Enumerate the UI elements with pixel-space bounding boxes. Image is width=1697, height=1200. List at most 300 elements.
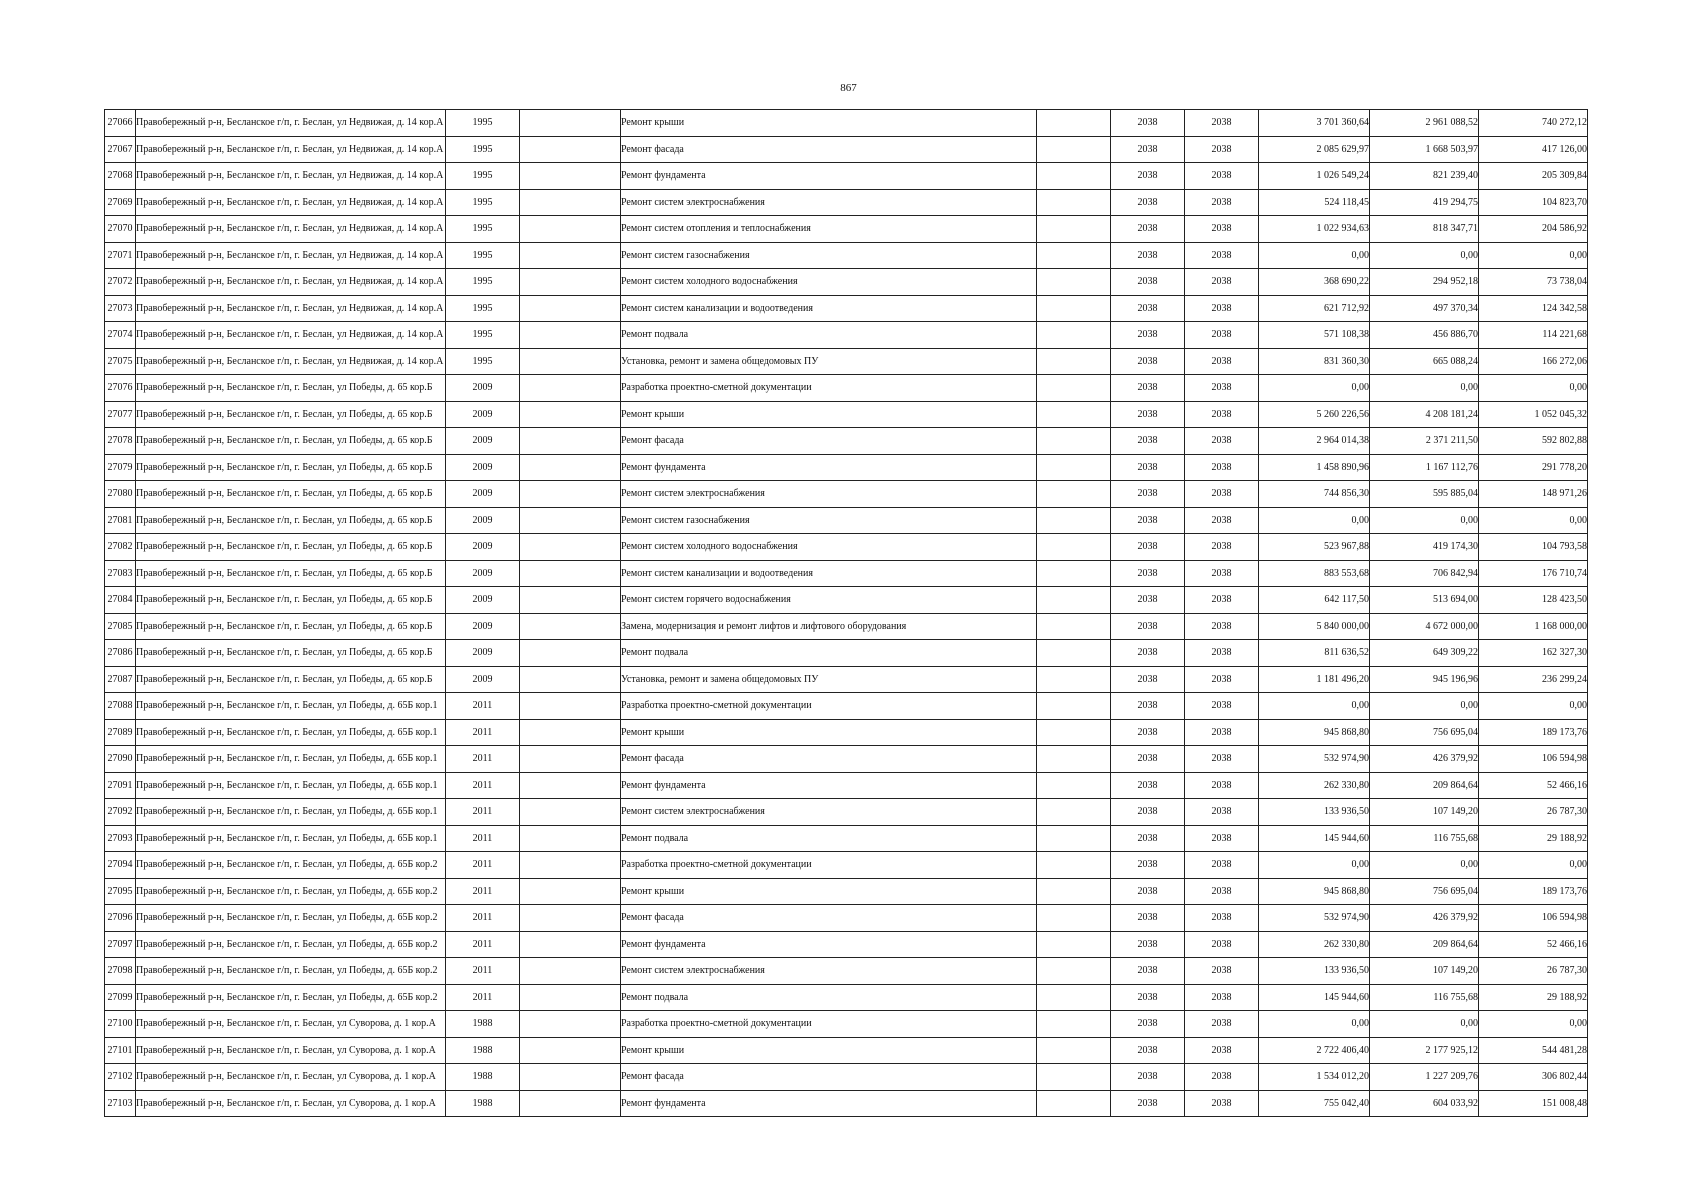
table-row: [105, 931, 1588, 958]
row-number: 27099: [105, 984, 136, 1011]
address-text: Правобережный р-н, Бесланское г/п, г. Беслан, ул Суворова, д. 1 кор.А: [136, 1097, 436, 1109]
empty-cell: [1037, 825, 1111, 852]
empty-cell: [1037, 666, 1111, 693]
row-number: 27079: [105, 454, 136, 481]
address-text: Правобережный р-н, Бесланское г/п, г. Беслан, ул Победы, д. 65Б кор.2: [136, 859, 438, 871]
row-number: 27087: [105, 666, 136, 693]
total-cost-cell: 1 022 934,63: [1259, 216, 1370, 243]
table-row: [105, 905, 1588, 932]
address-cell: [136, 905, 446, 932]
empty-cell: [520, 719, 621, 746]
row-number: 27093: [105, 825, 136, 852]
empty-cell: [520, 401, 621, 428]
fund-cost-cell: 419 174,30: [1370, 534, 1479, 561]
plan-year-end-cell: 2038: [1185, 587, 1259, 614]
row-number: 27097: [105, 931, 136, 958]
empty-cell: [520, 136, 621, 163]
row-number: 27081: [105, 507, 136, 534]
table-row: [105, 1011, 1588, 1038]
plan-year-end-cell: 2038: [1185, 1064, 1259, 1091]
work-type-cell: Ремонт фасада: [621, 905, 1037, 932]
empty-cell: [520, 560, 621, 587]
empty-cell: [1037, 958, 1111, 985]
empty-cell: [1037, 163, 1111, 190]
table-row: [105, 348, 1588, 375]
row-number: 27067: [105, 136, 136, 163]
owner-cost-cell: 1 168 000,00: [1479, 613, 1588, 640]
plan-year-start-cell: 2038: [1111, 348, 1185, 375]
empty-cell: [520, 772, 621, 799]
fund-cost-cell: 0,00: [1370, 852, 1479, 879]
address-cell: [136, 136, 446, 163]
empty-cell: [1037, 401, 1111, 428]
table-row: [105, 295, 1588, 322]
work-type-cell: Ремонт подвала: [621, 984, 1037, 1011]
total-cost-cell: 133 936,50: [1259, 799, 1370, 826]
work-type-cell: Ремонт крыши: [621, 401, 1037, 428]
total-cost-cell: 755 042,40: [1259, 1090, 1370, 1117]
work-type-cell: Ремонт систем горячего водоснабжения: [621, 587, 1037, 614]
fund-cost-cell: 0,00: [1370, 1011, 1479, 1038]
work-type-cell: Ремонт крыши: [621, 110, 1037, 137]
address-cell: [136, 1037, 446, 1064]
work-type-cell: Разработка проектно-сметной документации: [621, 852, 1037, 879]
owner-cost-cell: 128 423,50: [1479, 587, 1588, 614]
row-number: 27077: [105, 401, 136, 428]
plan-year-start-cell: 2038: [1111, 666, 1185, 693]
empty-cell: [1037, 348, 1111, 375]
empty-cell: [520, 110, 621, 137]
total-cost-cell: 262 330,80: [1259, 931, 1370, 958]
plan-year-start-cell: 2038: [1111, 534, 1185, 561]
plan-year-end-cell: 2038: [1185, 348, 1259, 375]
build-year-cell: 2011: [446, 825, 520, 852]
plan-year-start-cell: 2038: [1111, 507, 1185, 534]
empty-cell: [520, 666, 621, 693]
plan-year-start-cell: 2038: [1111, 375, 1185, 402]
fund-cost-cell: 0,00: [1370, 242, 1479, 269]
owner-cost-cell: 592 802,88: [1479, 428, 1588, 455]
owner-cost-cell: 106 594,98: [1479, 746, 1588, 773]
address-text: Правобережный р-н, Бесланское г/п, г. Беслан, ул Недвижая, д. 14 кор.А: [136, 170, 444, 182]
work-type-cell: Ремонт систем холодного водоснабжения: [621, 534, 1037, 561]
total-cost-cell: 642 117,50: [1259, 587, 1370, 614]
plan-year-start-cell: 2038: [1111, 1037, 1185, 1064]
address-text: Правобережный р-н, Бесланское г/п, г. Беслан, ул Победы, д. 65Б кор.2: [136, 912, 438, 924]
build-year-cell: 2011: [446, 693, 520, 720]
address-cell: [136, 1011, 446, 1038]
plan-year-end-cell: 2038: [1185, 454, 1259, 481]
row-number: 27103: [105, 1090, 136, 1117]
page-number: 867: [840, 82, 857, 94]
total-cost-cell: 1 181 496,20: [1259, 666, 1370, 693]
table-row: [105, 560, 1588, 587]
owner-cost-cell: 306 802,44: [1479, 1064, 1588, 1091]
empty-cell: [1037, 1090, 1111, 1117]
address-cell: [136, 375, 446, 402]
empty-cell: [520, 348, 621, 375]
total-cost-cell: 0,00: [1259, 242, 1370, 269]
row-number: 27090: [105, 746, 136, 773]
empty-cell: [520, 825, 621, 852]
empty-cell: [520, 958, 621, 985]
fund-cost-cell: 426 379,92: [1370, 905, 1479, 932]
owner-cost-cell: 114 221,68: [1479, 322, 1588, 349]
fund-cost-cell: 1 227 209,76: [1370, 1064, 1479, 1091]
total-cost-cell: 523 967,88: [1259, 534, 1370, 561]
work-type-cell: Ремонт крыши: [621, 1037, 1037, 1064]
row-number: 27075: [105, 348, 136, 375]
plan-year-start-cell: 2038: [1111, 825, 1185, 852]
work-type-cell: Ремонт фундамента: [621, 454, 1037, 481]
empty-cell: [520, 242, 621, 269]
fund-cost-cell: 4 672 000,00: [1370, 613, 1479, 640]
empty-cell: [1037, 269, 1111, 296]
owner-cost-cell: 0,00: [1479, 1011, 1588, 1038]
work-type-cell: Ремонт крыши: [621, 719, 1037, 746]
row-number: 27088: [105, 693, 136, 720]
plan-year-end-cell: 2038: [1185, 110, 1259, 137]
owner-cost-cell: 0,00: [1479, 242, 1588, 269]
total-cost-cell: 1 534 012,20: [1259, 1064, 1370, 1091]
plan-year-end-cell: 2038: [1185, 136, 1259, 163]
table-row: [105, 984, 1588, 1011]
fund-cost-cell: 209 864,64: [1370, 931, 1479, 958]
total-cost-cell: 524 118,45: [1259, 189, 1370, 216]
owner-cost-cell: 1 052 045,32: [1479, 401, 1588, 428]
address-cell: [136, 401, 446, 428]
total-cost-cell: 2 085 629,97: [1259, 136, 1370, 163]
owner-cost-cell: 29 188,92: [1479, 984, 1588, 1011]
fund-cost-cell: 821 239,40: [1370, 163, 1479, 190]
empty-cell: [1037, 984, 1111, 1011]
address-cell: [136, 454, 446, 481]
total-cost-cell: 5 840 000,00: [1259, 613, 1370, 640]
owner-cost-cell: 162 327,30: [1479, 640, 1588, 667]
plan-year-end-cell: 2038: [1185, 269, 1259, 296]
row-number: 27101: [105, 1037, 136, 1064]
row-number: 27070: [105, 216, 136, 243]
empty-cell: [520, 640, 621, 667]
row-number: 27071: [105, 242, 136, 269]
build-year-cell: 2009: [446, 640, 520, 667]
build-year-cell: 1995: [446, 322, 520, 349]
build-year-cell: 2011: [446, 931, 520, 958]
table-row: [105, 719, 1588, 746]
owner-cost-cell: 189 173,76: [1479, 878, 1588, 905]
row-number: 27084: [105, 587, 136, 614]
row-number: 27094: [105, 852, 136, 879]
table-row: [105, 454, 1588, 481]
work-type-cell: Разработка проектно-сметной документации: [621, 693, 1037, 720]
build-year-cell: 2011: [446, 746, 520, 773]
row-number: 27089: [105, 719, 136, 746]
plan-year-start-cell: 2038: [1111, 693, 1185, 720]
empty-cell: [1037, 481, 1111, 508]
empty-cell: [1037, 136, 1111, 163]
address-text: Правобережный р-н, Бесланское г/п, г. Беслан, ул Победы, д. 65Б кор.1: [136, 779, 438, 791]
total-cost-cell: 945 868,80: [1259, 719, 1370, 746]
plan-year-start-cell: 2038: [1111, 1064, 1185, 1091]
build-year-cell: 2011: [446, 984, 520, 1011]
plan-year-start-cell: 2038: [1111, 242, 1185, 269]
empty-cell: [1037, 852, 1111, 879]
work-type-cell: Ремонт фундамента: [621, 931, 1037, 958]
table-row: [105, 1064, 1588, 1091]
address-cell: [136, 348, 446, 375]
owner-cost-cell: 52 466,16: [1479, 931, 1588, 958]
address-text: Правобережный р-н, Бесланское г/п, г. Беслан, ул Победы, д. 65Б кор.2: [136, 991, 438, 1003]
row-number: 27073: [105, 295, 136, 322]
plan-year-end-cell: 2038: [1185, 375, 1259, 402]
plan-year-end-cell: 2038: [1185, 534, 1259, 561]
plan-year-end-cell: 2038: [1185, 640, 1259, 667]
work-type-cell: Ремонт систем электроснабжения: [621, 481, 1037, 508]
address-cell: [136, 110, 446, 137]
table-row: [105, 640, 1588, 667]
build-year-cell: 2009: [446, 481, 520, 508]
fund-cost-cell: 107 149,20: [1370, 799, 1479, 826]
total-cost-cell: 2 722 406,40: [1259, 1037, 1370, 1064]
row-number: 27074: [105, 322, 136, 349]
plan-year-end-cell: 2038: [1185, 984, 1259, 1011]
work-type-cell: Замена, модернизация и ремонт лифтов и лифтового оборудования: [621, 613, 1037, 640]
address-text: Правобережный р-н, Бесланское г/п, г. Беслан, ул Победы, д. 65 кор.Б: [136, 488, 433, 500]
plan-year-start-cell: 2038: [1111, 269, 1185, 296]
fund-cost-cell: 756 695,04: [1370, 878, 1479, 905]
plan-year-end-cell: 2038: [1185, 507, 1259, 534]
owner-cost-cell: 148 971,26: [1479, 481, 1588, 508]
address-text: Правобережный р-н, Бесланское г/п, г. Беслан, ул Победы, д. 65Б кор.2: [136, 965, 438, 977]
address-cell: [136, 534, 446, 561]
empty-cell: [1037, 772, 1111, 799]
fund-cost-cell: 116 755,68: [1370, 984, 1479, 1011]
fund-cost-cell: 706 842,94: [1370, 560, 1479, 587]
empty-cell: [1037, 719, 1111, 746]
address-cell: [136, 772, 446, 799]
address-text: Правобережный р-н, Бесланское г/п, г. Беслан, ул Победы, д. 65Б кор.1: [136, 832, 438, 844]
empty-cell: [520, 1011, 621, 1038]
address-text: Правобережный р-н, Бесланское г/п, г. Беслан, ул Недвижая, д. 14 кор.А: [136, 223, 444, 235]
owner-cost-cell: 26 787,30: [1479, 958, 1588, 985]
row-number: 27095: [105, 878, 136, 905]
address-cell: [136, 666, 446, 693]
plan-year-start-cell: 2038: [1111, 163, 1185, 190]
total-cost-cell: 945 868,80: [1259, 878, 1370, 905]
empty-cell: [1037, 693, 1111, 720]
total-cost-cell: 0,00: [1259, 375, 1370, 402]
build-year-cell: 1995: [446, 136, 520, 163]
total-cost-cell: 1 458 890,96: [1259, 454, 1370, 481]
owner-cost-cell: 189 173,76: [1479, 719, 1588, 746]
empty-cell: [520, 693, 621, 720]
plan-year-start-cell: 2038: [1111, 613, 1185, 640]
address-text: Правобережный р-н, Бесланское г/п, г. Беслан, ул Победы, д. 65 кор.Б: [136, 461, 433, 473]
empty-cell: [520, 481, 621, 508]
empty-cell: [520, 931, 621, 958]
work-type-cell: Ремонт крыши: [621, 878, 1037, 905]
total-cost-cell: 532 974,90: [1259, 746, 1370, 773]
table-row: [105, 269, 1588, 296]
plan-year-end-cell: 2038: [1185, 189, 1259, 216]
row-number: 27096: [105, 905, 136, 932]
address-text: Правобережный р-н, Бесланское г/п, г. Беслан, ул Победы, д. 65Б кор.2: [136, 938, 438, 950]
table-row: [105, 958, 1588, 985]
total-cost-cell: 532 974,90: [1259, 905, 1370, 932]
work-type-cell: Разработка проектно-сметной документации: [621, 1011, 1037, 1038]
plan-year-start-cell: 2038: [1111, 640, 1185, 667]
work-type-cell: Ремонт фундамента: [621, 163, 1037, 190]
address-text: Правобережный р-н, Бесланское г/п, г. Беслан, ул Недвижая, д. 14 кор.А: [136, 355, 444, 367]
build-year-cell: 1988: [446, 1090, 520, 1117]
address-text: Правобережный р-н, Бесланское г/п, г. Беслан, ул Победы, д. 65Б кор.1: [136, 726, 438, 738]
empty-cell: [1037, 1037, 1111, 1064]
address-text: Правобережный р-н, Бесланское г/п, г. Беслан, ул Победы, д. 65 кор.Б: [136, 382, 433, 394]
address-cell: [136, 958, 446, 985]
plan-year-start-cell: 2038: [1111, 1090, 1185, 1117]
total-cost-cell: 1 026 549,24: [1259, 163, 1370, 190]
work-type-cell: Ремонт систем канализации и водоотведения: [621, 560, 1037, 587]
empty-cell: [1037, 216, 1111, 243]
plan-year-start-cell: 2038: [1111, 136, 1185, 163]
work-type-cell: Ремонт фундамента: [621, 772, 1037, 799]
empty-cell: [1037, 454, 1111, 481]
row-number: 27083: [105, 560, 136, 587]
row-number: 27072: [105, 269, 136, 296]
address-text: Правобережный р-н, Бесланское г/п, г. Беслан, ул Недвижая, д. 14 кор.А: [136, 196, 444, 208]
plan-year-end-cell: 2038: [1185, 958, 1259, 985]
work-type-cell: Ремонт систем газоснабжения: [621, 242, 1037, 269]
table-row: [105, 189, 1588, 216]
table-row: [105, 799, 1588, 826]
empty-cell: [520, 216, 621, 243]
empty-cell: [520, 613, 621, 640]
total-cost-cell: 262 330,80: [1259, 772, 1370, 799]
address-text: Правобережный р-н, Бесланское г/п, г. Беслан, ул Победы, д. 65Б кор.1: [136, 700, 438, 712]
plan-year-start-cell: 2038: [1111, 295, 1185, 322]
work-type-cell: Ремонт подвала: [621, 322, 1037, 349]
address-text: Правобережный р-н, Бесланское г/п, г. Беслан, ул Победы, д. 65 кор.Б: [136, 620, 433, 632]
build-year-cell: 1995: [446, 163, 520, 190]
empty-cell: [520, 507, 621, 534]
owner-cost-cell: 544 481,28: [1479, 1037, 1588, 1064]
address-text: Правобережный р-н, Бесланское г/п, г. Беслан, ул Недвижая, д. 14 кор.А: [136, 329, 444, 341]
address-cell: [136, 852, 446, 879]
work-type-cell: Ремонт фасада: [621, 746, 1037, 773]
row-number: 27069: [105, 189, 136, 216]
address-text: Правобережный р-н, Бесланское г/п, г. Беслан, ул Победы, д. 65 кор.Б: [136, 567, 433, 579]
row-number: 27066: [105, 110, 136, 137]
fund-cost-cell: 456 886,70: [1370, 322, 1479, 349]
fund-cost-cell: 604 033,92: [1370, 1090, 1479, 1117]
owner-cost-cell: 0,00: [1479, 693, 1588, 720]
empty-cell: [1037, 534, 1111, 561]
fund-cost-cell: 294 952,18: [1370, 269, 1479, 296]
work-type-cell: Ремонт систем газоснабжения: [621, 507, 1037, 534]
empty-cell: [520, 322, 621, 349]
fund-cost-cell: 945 196,96: [1370, 666, 1479, 693]
plan-year-end-cell: 2038: [1185, 163, 1259, 190]
empty-cell: [1037, 375, 1111, 402]
total-cost-cell: 744 856,30: [1259, 481, 1370, 508]
fund-cost-cell: 595 885,04: [1370, 481, 1479, 508]
address-cell: [136, 719, 446, 746]
table-row: [105, 746, 1588, 773]
build-year-cell: 1995: [446, 110, 520, 137]
empty-cell: [520, 295, 621, 322]
empty-cell: [520, 799, 621, 826]
table-row: [105, 1090, 1588, 1117]
row-number: 27078: [105, 428, 136, 455]
work-type-cell: Ремонт фасада: [621, 428, 1037, 455]
fund-cost-cell: 497 370,34: [1370, 295, 1479, 322]
fund-cost-cell: 513 694,00: [1370, 587, 1479, 614]
build-year-cell: 1995: [446, 295, 520, 322]
plan-year-end-cell: 2038: [1185, 1011, 1259, 1038]
build-year-cell: 2009: [446, 454, 520, 481]
row-number: 27092: [105, 799, 136, 826]
build-year-cell: 2011: [446, 719, 520, 746]
fund-cost-cell: 116 755,68: [1370, 825, 1479, 852]
build-year-cell: 2009: [446, 613, 520, 640]
row-number: 27102: [105, 1064, 136, 1091]
table-body: [105, 110, 1588, 1117]
empty-cell: [1037, 1011, 1111, 1038]
table-row: [105, 110, 1588, 137]
fund-cost-cell: 756 695,04: [1370, 719, 1479, 746]
plan-year-end-cell: 2038: [1185, 295, 1259, 322]
empty-cell: [1037, 322, 1111, 349]
address-text: Правобережный р-н, Бесланское г/п, г. Беслан, ул Победы, д. 65 кор.Б: [136, 594, 433, 606]
address-text: Правобережный р-н, Бесланское г/п, г. Беслан, ул Суворова, д. 1 кор.А: [136, 1071, 436, 1083]
total-cost-cell: 368 690,22: [1259, 269, 1370, 296]
build-year-cell: 1995: [446, 216, 520, 243]
table-row: [105, 136, 1588, 163]
work-type-cell: Ремонт систем электроснабжения: [621, 189, 1037, 216]
table-row: [105, 401, 1588, 428]
plan-year-end-cell: 2038: [1185, 1037, 1259, 1064]
build-year-cell: 1988: [446, 1011, 520, 1038]
work-type-cell: Ремонт фасада: [621, 136, 1037, 163]
plan-year-end-cell: 2038: [1185, 401, 1259, 428]
address-cell: [136, 269, 446, 296]
work-type-cell: Ремонт подвала: [621, 640, 1037, 667]
plan-year-start-cell: 2038: [1111, 428, 1185, 455]
address-text: Правобережный р-н, Бесланское г/п, г. Беслан, ул Суворова, д. 1 кор.А: [136, 1044, 436, 1056]
build-year-cell: 2011: [446, 878, 520, 905]
fund-cost-cell: 1 668 503,97: [1370, 136, 1479, 163]
owner-cost-cell: 104 793,58: [1479, 534, 1588, 561]
build-year-cell: 2011: [446, 852, 520, 879]
plan-year-end-cell: 2038: [1185, 242, 1259, 269]
build-year-cell: 2009: [446, 560, 520, 587]
build-year-cell: 2009: [446, 587, 520, 614]
empty-cell: [520, 587, 621, 614]
table-row: [105, 772, 1588, 799]
build-year-cell: 2009: [446, 428, 520, 455]
empty-cell: [520, 189, 621, 216]
plan-year-start-cell: 2038: [1111, 322, 1185, 349]
address-text: Правобережный р-н, Бесланское г/п, г. Беслан, ул Победы, д. 65Б кор.1: [136, 753, 438, 765]
empty-cell: [520, 746, 621, 773]
owner-cost-cell: 0,00: [1479, 852, 1588, 879]
fund-cost-cell: 1 167 112,76: [1370, 454, 1479, 481]
row-number: 27100: [105, 1011, 136, 1038]
plan-year-end-cell: 2038: [1185, 852, 1259, 879]
build-year-cell: 2009: [446, 375, 520, 402]
fund-cost-cell: 419 294,75: [1370, 189, 1479, 216]
address-text: Правобережный р-н, Бесланское г/п, г. Беслан, ул Победы, д. 65 кор.Б: [136, 541, 433, 553]
